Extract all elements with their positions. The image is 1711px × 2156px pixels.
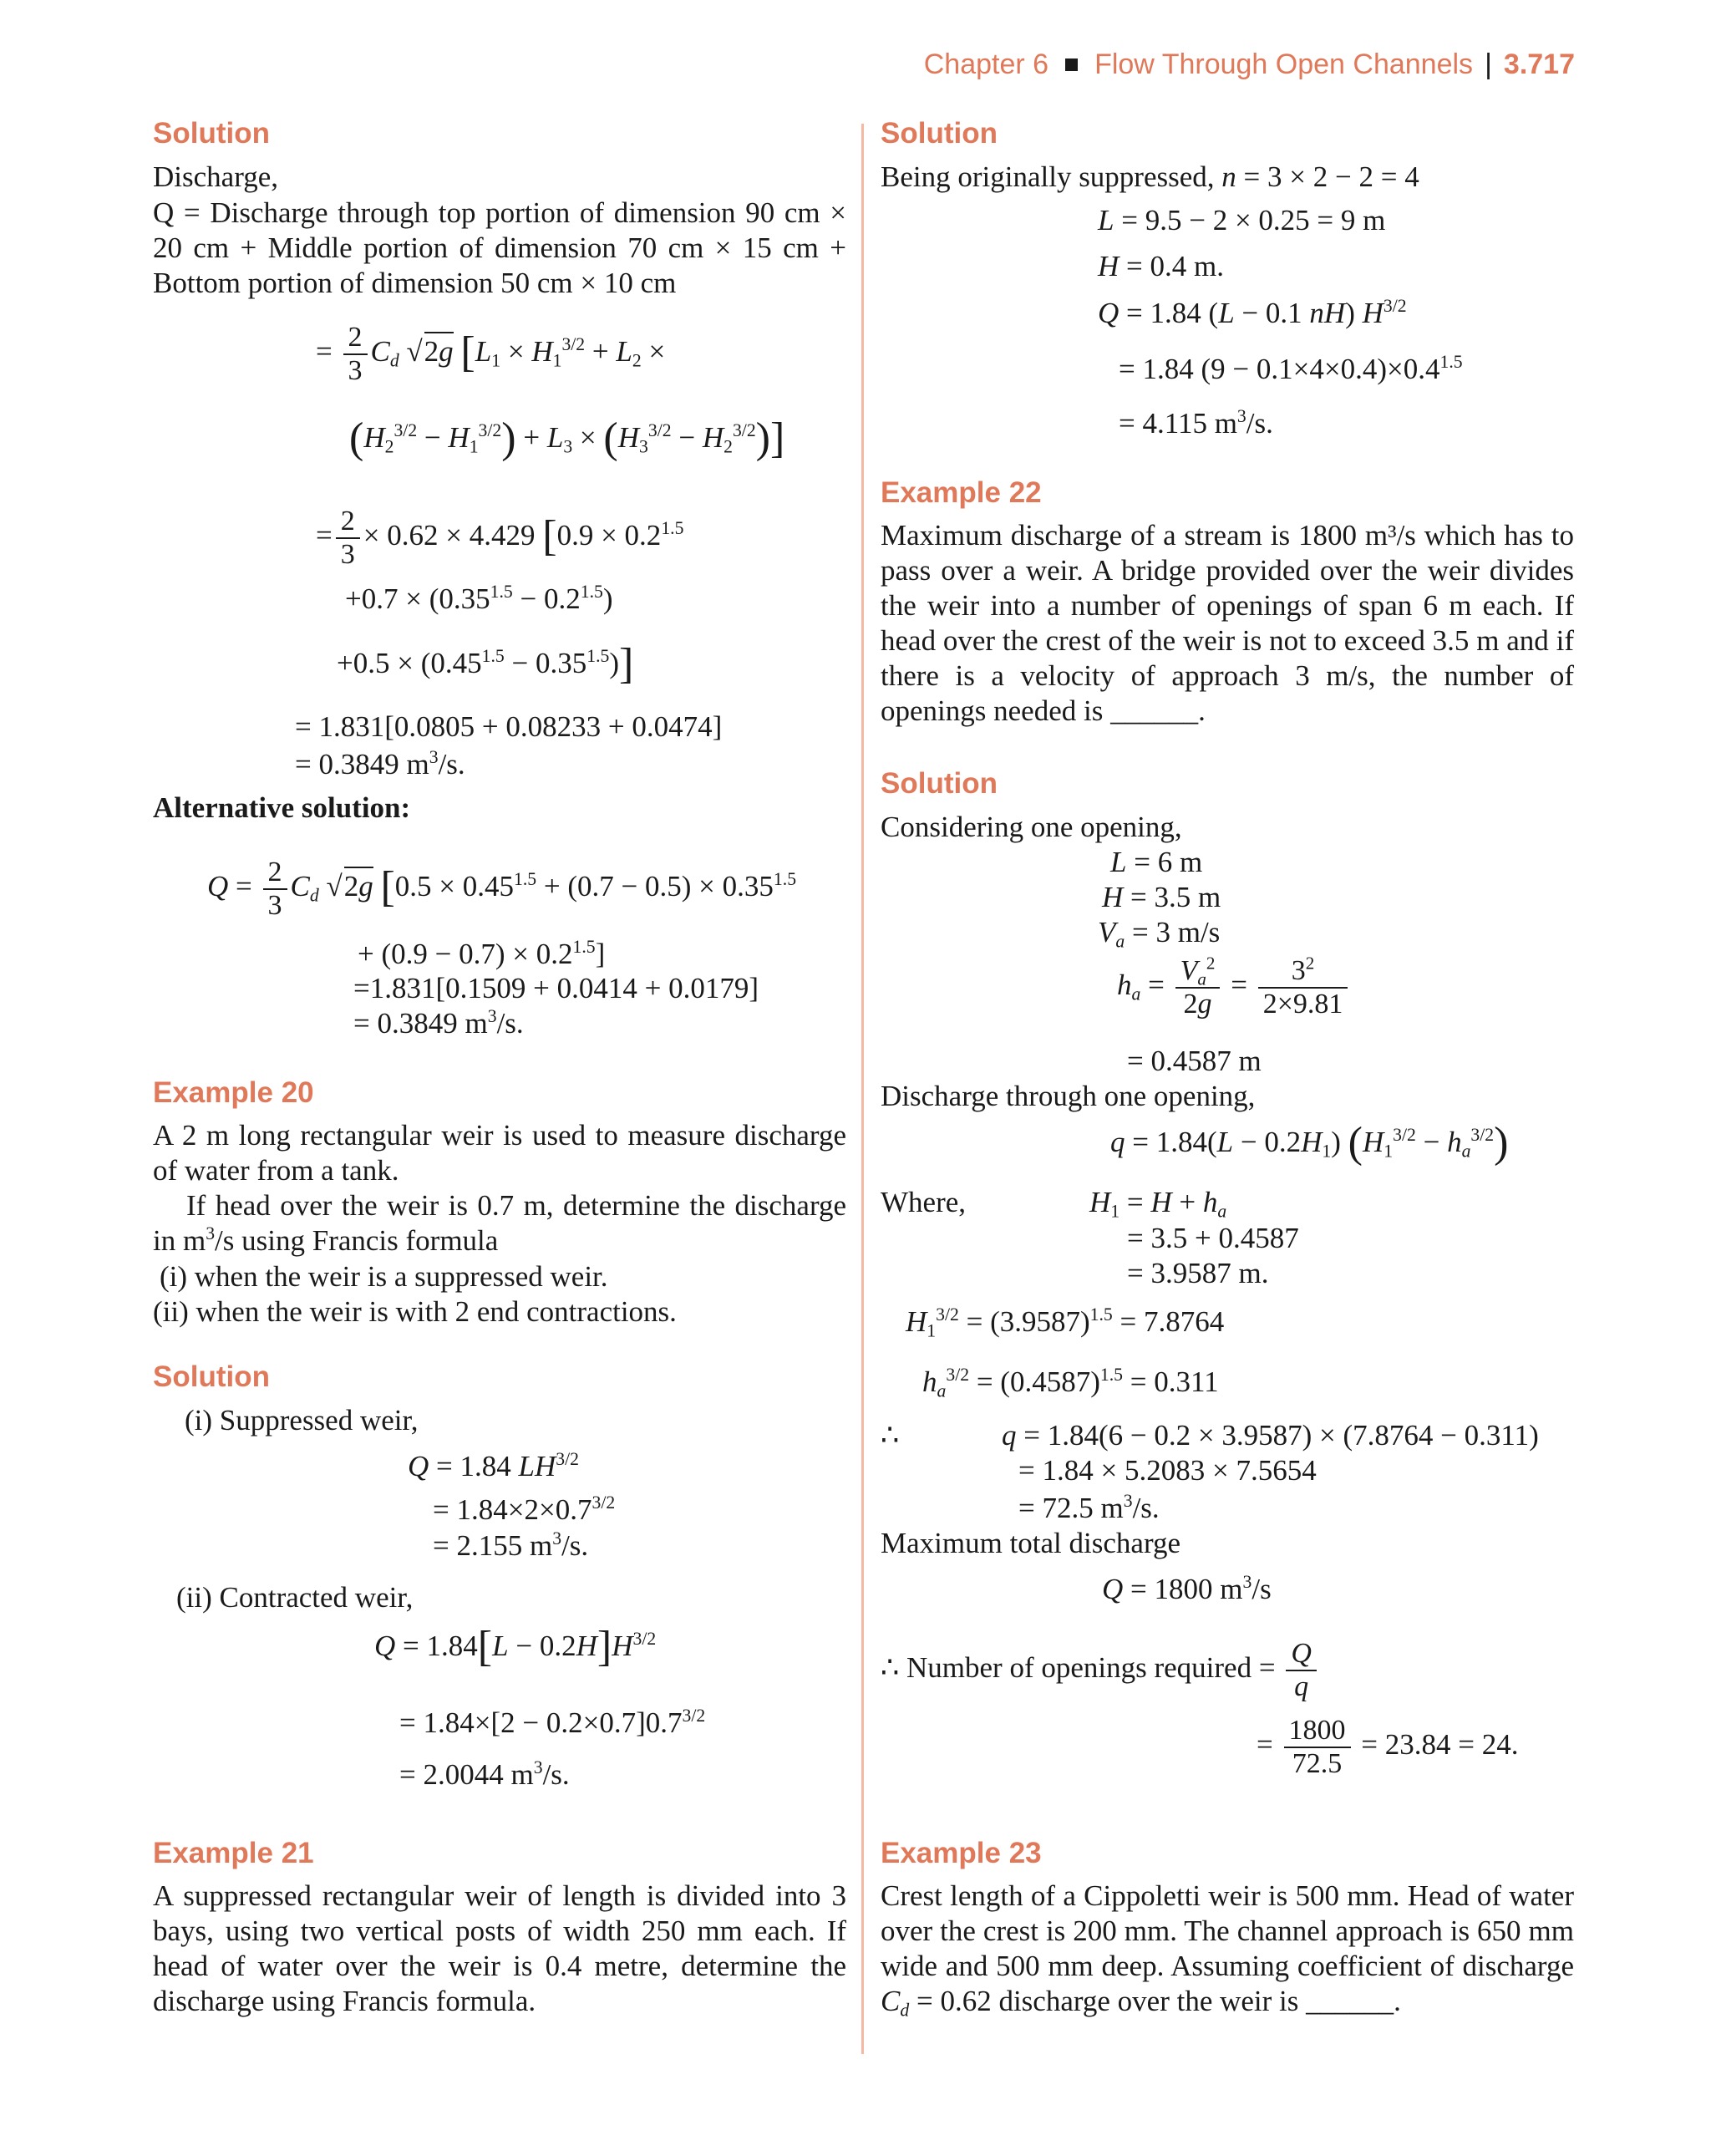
page-number: 3.717 bbox=[1503, 48, 1575, 80]
chapter-label: Chapter 6 bbox=[923, 48, 1049, 80]
discharge-one-opening-label: Discharge through one opening, bbox=[881, 1080, 1256, 1112]
approach-velocity: $V_a = 3$ m/s bbox=[1098, 916, 1221, 952]
q-substitution: q = 1.84(6 − 0.2 × 3.9587) × (7.8764 − 0.311) bbox=[1002, 1419, 1539, 1452]
equation-general-line2: $(H_2^{3/2} - H_1^{3/2}) + L_3 \times (H_3^{3/2} - H_2^{3/2})$] bbox=[349, 414, 785, 462]
h1-power: $H_1^{3/2} = (3.9587)^{1.5} = 7.8764$ bbox=[906, 1304, 1225, 1341]
alt-equation-result: = 0.3849 $m^3/s$. bbox=[353, 1005, 524, 1040]
square-bullet-icon bbox=[1065, 58, 1078, 71]
example-22-text: Maximum discharge of a stream is 1800 m³/s which has to pass over a weir. A bridge provided over the weir divides the weir into a number of openings of span 6 m each. If head over the crest of the weir is not to exceed 3.5 m and if there is a velocity of approach 3 m/s, the number of openings needed is ______. bbox=[881, 519, 1574, 727]
total-head-result: = 3.9587 m. bbox=[1127, 1257, 1269, 1289]
solution-21-heading: Solution bbox=[881, 117, 998, 150]
suppressed-substitution: = $1.84\times 2\times 0.7^{3/2}$ bbox=[433, 1492, 616, 1526]
example-22-heading: Example 22 bbox=[881, 476, 1042, 509]
contracted-result: = 2.0044 $m^3/s$. bbox=[399, 1757, 570, 1791]
example-20-text: A 2 m long rectangular weir is used to measure discharge of water from a tank. bbox=[153, 1119, 846, 1187]
effective-length: L = 9.5 − 2 × 0.25 = 9 m bbox=[1098, 204, 1386, 236]
example-20-question: If head over the weir is 0.7 m, determine the discharge in $m^3/s$ using Francis formula bbox=[153, 1189, 846, 1257]
equation-sum: = 1.831[0.0805 + 0.08233 + 0.0474] bbox=[295, 710, 723, 743]
equation-result: = 0.3849 $m^3/s$. bbox=[295, 746, 465, 781]
velocity-head-result: = 0.4587 m bbox=[1127, 1045, 1262, 1077]
example-23-text: Crest length of a Cippoletti weir is 500 mm. Head of water over the crest is 200 mm. The channel approach is 650 mm wide and 500 mm deep. Assuming coefficient of discharge $C_d = 0.62$ discharge over the weir is ______. bbox=[881, 1879, 1574, 2021]
contracted-formula: $Q = 1.84[L - 0.2H]H^{3/2}$ bbox=[374, 1623, 657, 1670]
opening-head: H = 3.5 m bbox=[1102, 881, 1221, 913]
total-head-substitution: = 3.5 + 0.4587 bbox=[1127, 1222, 1299, 1254]
one-opening-label: Considering one opening, bbox=[881, 811, 1182, 843]
discharge-one-opening-formula: $q = 1.84(L - 0.2H_1)$ $(H_1^{3/2} - h_a^{3/2})$ bbox=[1110, 1119, 1509, 1167]
francis-result: = 4.115 $m^3/s$. bbox=[1119, 405, 1273, 440]
column-divider bbox=[861, 124, 864, 2054]
q-product: = 1.84 × 5.2083 × 7.5654 bbox=[1018, 1454, 1317, 1487]
suppressed-weir-label: (i) Suppressed weir, bbox=[185, 1404, 419, 1436]
example-23-heading: Example 23 bbox=[881, 1837, 1042, 1869]
openings-required: ∴ Number of openings required = $\frac{Q}{q}$ bbox=[881, 1638, 1320, 1703]
openings-result: = $\frac{1800}{72.5}$ = 23.84 = 24. bbox=[1257, 1715, 1519, 1779]
solution-heading: Solution bbox=[153, 117, 270, 150]
alternative-solution-heading: Alternative solution: bbox=[153, 791, 411, 824]
equation-general-line1: = $\frac{2}{3}$ $C_d$ √2g [$L_1 \times H_1^{3/2} + L_2$ × bbox=[316, 322, 666, 386]
total-head-formula: $H_1 = H + h_a$ bbox=[1089, 1186, 1227, 1222]
therefore-symbol: ∴ bbox=[881, 1419, 900, 1452]
head-value: H = 0.4 m. bbox=[1098, 250, 1224, 282]
alt-equation-line1: Q = $\frac{2}{3}$ $C_d$ √2g [$0.5 \times 0.45^{1.5} + (0.7 - 0.5) \times 0.35^{1.5}$ bbox=[207, 857, 797, 921]
francis-substitution: = 1.84 $(9 - 0.1\times 4\times 0.4)\times 0.4^{1.5}$ bbox=[1119, 351, 1463, 385]
max-total-discharge: Q = 1800 $m^3/s$ bbox=[1102, 1571, 1272, 1605]
header-separator: | bbox=[1485, 48, 1492, 80]
velocity-head-formula: $h_a$ = $\frac{V_a^2}{2g}$ = $\frac{3^2}{2\times 9.81}$ bbox=[1117, 955, 1351, 1020]
alt-equation-line2: + $(0.9 - 0.7) \times 0.2^{1.5}$] bbox=[358, 936, 606, 970]
example-20-heading: Example 20 bbox=[153, 1076, 314, 1109]
francis-formula: Q = 1.84 (L − 0.1 nH) $H^{3/2}$ bbox=[1098, 295, 1407, 329]
example-21-text: A suppressed rectangular weir of length is divided into 3 bays, using two vertical posts of width 250 mm each. If head of water over the weir is 0.4 metre, determine the discharge using Francis formula. bbox=[153, 1879, 846, 2017]
suppressed-formula: Q = 1.84 $LH^{3/2}$ bbox=[408, 1448, 579, 1482]
equation-numeric-line2: $+0.7 \times (0.35^{1.5} - 0.2^{1.5})$ bbox=[345, 581, 613, 615]
example-21-heading: Example 21 bbox=[153, 1837, 314, 1869]
example-20-item-1: (i) when the weir is a suppressed weir. bbox=[160, 1260, 608, 1293]
chapter-title: Flow Through Open Channels bbox=[1094, 48, 1474, 80]
contracted-substitution: = $1.84\times[2 - 0.2\times 0.7]0.7^{3/2}$ bbox=[399, 1705, 706, 1739]
solution-22-heading: Solution bbox=[881, 767, 998, 800]
opening-length: L = 6 m bbox=[1110, 846, 1203, 878]
solution-20-heading: Solution bbox=[153, 1360, 270, 1393]
example-20-item-2: (ii) when the weir is with 2 end contractions. bbox=[153, 1295, 677, 1328]
discharge-description: Q = Discharge through top portion of dimension 90 cm × 20 cm + Middle portion of dimension 70 cm × 15 cm + Bottom portion of dimension 50 cm × 10 cm bbox=[153, 196, 846, 299]
running-header bbox=[924, 43, 1575, 85]
equation-numeric-line3: $+0.5 \times (0.45^{1.5} - 0.35^{1.5})$] bbox=[337, 640, 634, 688]
q-result: = 72.5 $m^3/s$. bbox=[1018, 1490, 1160, 1524]
suppressed-result: = 2.155 $m^3/s$. bbox=[433, 1528, 589, 1562]
equation-numeric-line1: = $\frac{2}{3}$ × 0.62 × 4.429 [$0.9 \times 0.2^{1.5}$ bbox=[316, 506, 684, 570]
contracted-weir-label: (ii) Contracted weir, bbox=[176, 1581, 414, 1614]
alt-equation-line3: =1.831[0.1509 + 0.0414 + 0.0179] bbox=[353, 972, 759, 1004]
ha-power: $h_a^{3/2} = (0.4587)^{1.5} = 0.311$ bbox=[922, 1364, 1219, 1401]
max-total-discharge-label: Maximum total discharge bbox=[881, 1527, 1181, 1559]
suppressed-count-line: Being originally suppressed, n = 3 × 2 − 2 = 4 bbox=[881, 160, 1419, 193]
where-label: Where, bbox=[881, 1186, 967, 1218]
discharge-label: Discharge, bbox=[153, 160, 278, 193]
